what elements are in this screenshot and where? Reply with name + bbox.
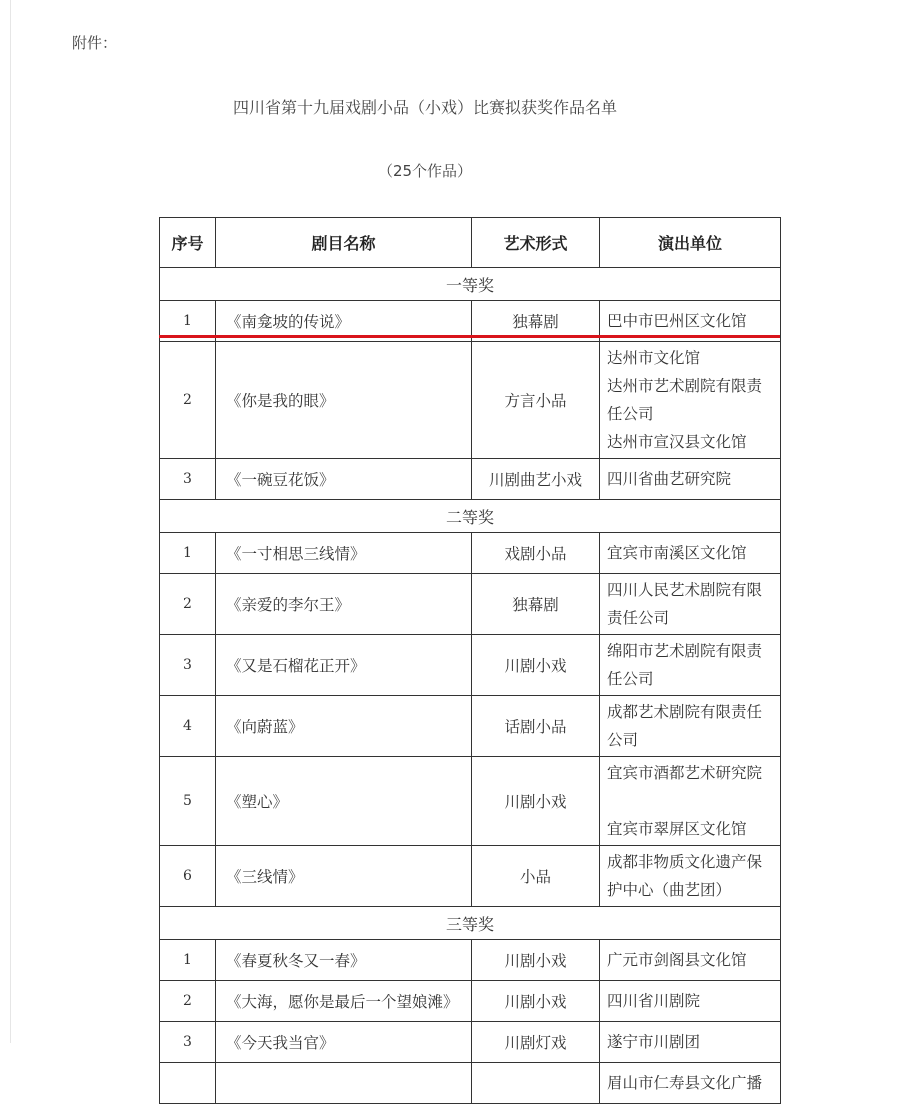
performing-unit (600, 635, 781, 696)
row-index: 6 (160, 846, 216, 907)
play-title: 《一寸相思三线情》 (216, 533, 472, 574)
awards-table (159, 217, 781, 1104)
performing-unit (600, 1063, 781, 1104)
table-body (160, 268, 781, 1104)
play-title: 《春夏秋冬又一春》 (216, 940, 472, 981)
unit-name: 达州市宣汉县文化馆 (607, 433, 747, 451)
table-row (160, 533, 781, 574)
unit-name: 遂宁市川剧团 (607, 1033, 701, 1051)
unit-name: 四川省曲艺研究院 (607, 470, 732, 488)
table-row (160, 940, 781, 981)
art-form: 小品 (472, 846, 600, 907)
play-title: 《你是我的眼》 (216, 342, 472, 459)
header-name: 剧目名称 (216, 218, 472, 268)
row-index: 4 (160, 696, 216, 757)
performing-unit (600, 846, 781, 907)
art-form: 方言小品 (472, 342, 600, 459)
performing-unit (600, 574, 781, 635)
header-form: 艺术形式 (472, 218, 600, 268)
unit-name: 达州市文化馆 (607, 349, 701, 367)
unit-name: 宜宾市翠屏区文化馆 (607, 820, 747, 838)
play-title: 《南龛坡的传说》 (216, 301, 472, 342)
play-title: 《今天我当官》 (216, 1022, 472, 1063)
unit-name: 四川省川剧院 (607, 992, 701, 1010)
table-row (160, 342, 781, 459)
unit-name: 眉山市仁寿县文化广播 (607, 1074, 763, 1092)
play-title: 《向蔚蓝》 (216, 696, 472, 757)
row-index: 5 (160, 757, 216, 846)
table-row (160, 1022, 781, 1063)
unit-name: 成都非物质文化遗产保护中心（曲艺团） (607, 853, 763, 899)
unit-name: 宜宾市南溪区文化馆 (607, 544, 747, 562)
category-row (160, 500, 781, 533)
play-title: 《塑心》 (216, 757, 472, 846)
document-subtitle: （25个作品） (377, 162, 473, 180)
performing-unit (600, 940, 781, 981)
play-title: 《一碗豆花饭》 (216, 459, 472, 500)
art-form: 戏剧小品 (472, 533, 600, 574)
row-index (160, 1063, 216, 1104)
art-form: 独幕剧 (472, 574, 600, 635)
performing-unit (600, 1022, 781, 1063)
performing-unit (600, 981, 781, 1022)
performing-unit (600, 342, 781, 459)
art-form: 川剧小戏 (472, 940, 600, 981)
unit-name: 巴中市巴州区文化馆 (607, 312, 747, 330)
play-title: 《三线情》 (216, 846, 472, 907)
table-row (160, 574, 781, 635)
table-header-row (160, 218, 781, 268)
performing-unit (600, 696, 781, 757)
attachment-label: 附件： (72, 34, 118, 52)
table-row (160, 757, 781, 846)
row-index: 1 (160, 533, 216, 574)
table-row (160, 846, 781, 907)
unit-name: 广元市剑阁县文化馆 (607, 951, 747, 969)
category-label: 二等奖 (160, 500, 781, 533)
table-row (160, 981, 781, 1022)
table-row (160, 635, 781, 696)
header-unit: 演出单位 (600, 218, 781, 268)
art-form (472, 1063, 600, 1104)
row-index: 3 (160, 1022, 216, 1063)
play-title: 《亲爱的李尔王》 (216, 574, 472, 635)
art-form: 川剧小戏 (472, 635, 600, 696)
page-left-border (10, 0, 11, 1043)
table-row (160, 459, 781, 500)
category-label: 三等奖 (160, 907, 781, 940)
category-row (160, 268, 781, 301)
header-index: 序号 (160, 218, 216, 268)
play-title (216, 1063, 472, 1104)
table-row (160, 696, 781, 757)
art-form: 川剧小戏 (472, 757, 600, 846)
row-index: 3 (160, 459, 216, 500)
unit-name: 绵阳市艺术剧院有限责任公司 (607, 642, 763, 688)
table-row (160, 1063, 781, 1104)
performing-unit (600, 757, 781, 846)
category-label: 一等奖 (160, 268, 781, 301)
category-row (160, 907, 781, 940)
highlight-underline (159, 335, 780, 338)
row-index: 2 (160, 342, 216, 459)
play-title: 《又是石榴花正开》 (216, 635, 472, 696)
art-form: 独幕剧 (472, 301, 600, 342)
art-form: 川剧曲艺小戏 (472, 459, 600, 500)
play-title: 《大海，愿你是最后一个望娘滩》 (216, 981, 472, 1022)
row-index: 3 (160, 635, 216, 696)
document-title: 四川省第十九届戏剧小品（小戏）比赛拟获奖作品名单 (232, 98, 617, 117)
row-index: 1 (160, 301, 216, 342)
art-form: 话剧小品 (472, 696, 600, 757)
unit-name: 成都艺术剧院有限责任公司 (607, 703, 763, 749)
unit-name: 达州市艺术剧院有限责任公司 (607, 377, 763, 423)
row-index: 2 (160, 574, 216, 635)
unit-name: 四川人民艺术剧院有限责任公司 (607, 581, 763, 627)
row-index: 2 (160, 981, 216, 1022)
art-form: 川剧小戏 (472, 981, 600, 1022)
art-form: 川剧灯戏 (472, 1022, 600, 1063)
row-index: 1 (160, 940, 216, 981)
performing-unit (600, 533, 781, 574)
unit-name: 宜宾市酒都艺术研究院 (607, 764, 763, 782)
performing-unit (600, 459, 781, 500)
unit-blank-line (607, 787, 774, 815)
